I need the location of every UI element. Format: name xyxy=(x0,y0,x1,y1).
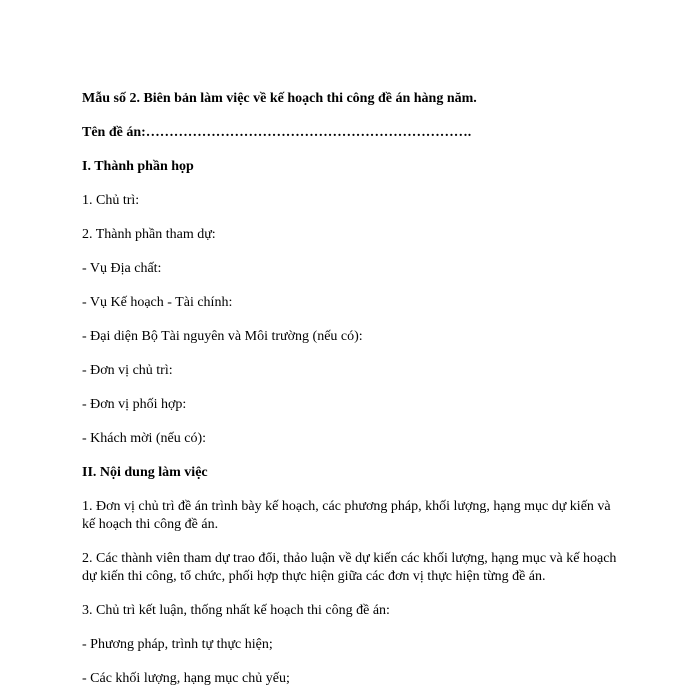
document-body xyxy=(82,90,622,700)
section-2-item: - Các khối lượng, hạng mục chủ yếu; xyxy=(82,671,290,686)
section-1-item: 2. Thành phần tham dự: xyxy=(82,227,216,242)
section-2-item: - Phương pháp, trình tự thực hiện; xyxy=(82,637,273,652)
section-1-item: - Đại diện Bộ Tài nguyên và Môi trường (nếu có): xyxy=(82,329,363,344)
section-2-item: 1. Đơn vị chủ trì đề án trình bày kế hoạch, các phương pháp, khối lượng, hạng mục dự kiến và kế hoạch thi công đề án. xyxy=(82,499,611,532)
section-1-item: - Đơn vị phối hợp: xyxy=(82,397,187,412)
section-2-heading: II. Nội dung làm việc xyxy=(82,465,208,480)
form-title: Mẫu số 2. Biên bản làm việc về kế hoạch thi công đề án hàng năm. xyxy=(82,91,477,106)
section-1-item: - Vụ Địa chất: xyxy=(82,261,162,276)
section-1-item: - Khách mời (nếu có): xyxy=(82,431,207,446)
section-1-item: 1. Chủ trì: xyxy=(82,193,140,208)
section-2-item: 3. Chủ trì kết luận, thống nhất kế hoạch thi công đề án: xyxy=(82,603,390,618)
section-1-heading: I. Thành phần họp xyxy=(82,159,194,174)
project-name-line: Tên đề án:……………………………………………………………. xyxy=(82,125,472,140)
section-1-item: - Đơn vị chủ trì: xyxy=(82,363,173,378)
section-1-item: - Vụ Kế hoạch - Tài chính: xyxy=(82,295,233,310)
section-2-item: 2. Các thành viên tham dự trao đổi, thảo luận về dự kiến các khối lượng, hạng mục và kế hoạch dự kiến thi công, tổ chức, phối hợp thực hiện giữa các đơn vị thực hiện từng đề án. xyxy=(82,551,617,584)
